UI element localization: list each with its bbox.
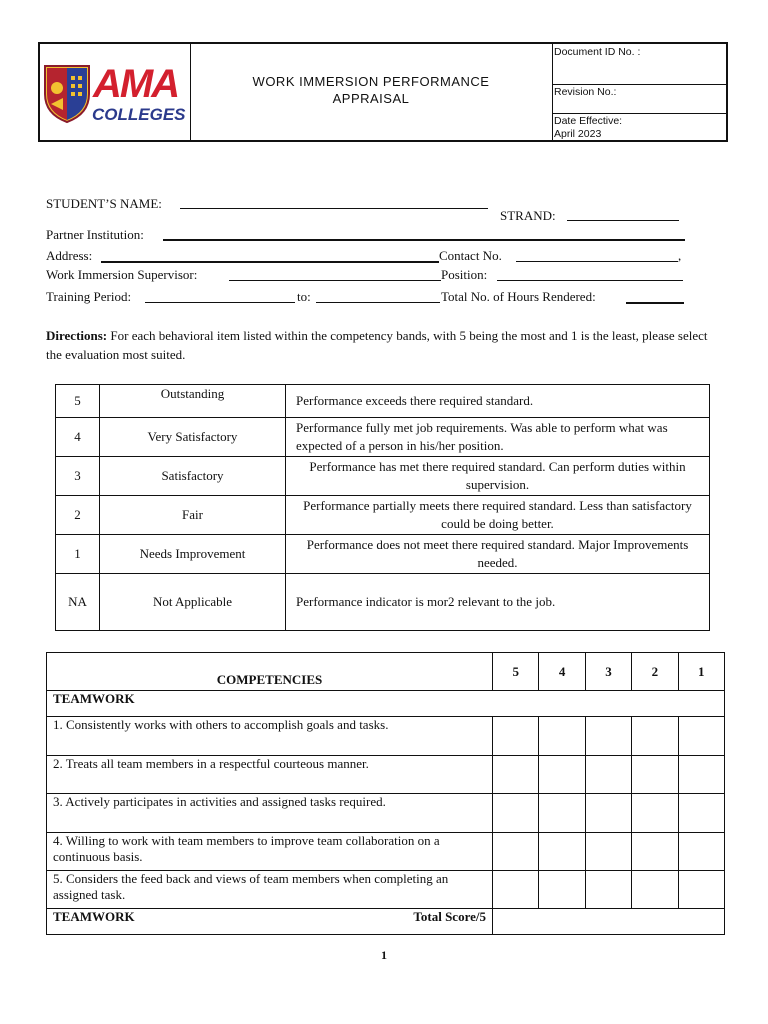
score-header-3: 3 <box>585 653 631 691</box>
training-to-label: to: <box>297 289 311 304</box>
score-cell[interactable] <box>585 871 631 909</box>
score-cell[interactable] <box>493 756 539 794</box>
score-cell[interactable] <box>585 833 631 871</box>
score-cell[interactable] <box>678 794 724 833</box>
rating-row <box>56 457 710 496</box>
section-row <box>47 691 725 717</box>
score-cell[interactable] <box>539 833 585 871</box>
strand-field[interactable] <box>567 220 679 221</box>
score-cell[interactable] <box>539 794 585 833</box>
total-score-row <box>47 909 725 935</box>
competency-item: 3. Actively participates in activities and assigned tasks required. <box>47 794 493 833</box>
rating-description: Performance has met there required standard. Can perform duties within supervision. <box>286 457 710 496</box>
rating-row <box>56 418 710 457</box>
rating-label: Needs Improvement <box>100 535 286 574</box>
competencies-table <box>46 652 725 935</box>
rating-row <box>56 385 710 418</box>
score-cell[interactable] <box>585 756 631 794</box>
position-label: Position: <box>441 267 488 282</box>
score-cell[interactable] <box>493 717 539 756</box>
date-effective-label: Date Effective: <box>554 115 623 127</box>
logo-colleges-text: COLLEGES <box>92 105 186 124</box>
partner-institution-label: Partner Institution: <box>46 227 144 242</box>
training-period-from-field[interactable] <box>145 302 295 303</box>
competency-row <box>47 871 725 909</box>
directions-text <box>46 326 718 364</box>
score-cell[interactable] <box>493 794 539 833</box>
rating-label: Fair <box>100 496 286 535</box>
supervisor-label: Work Immersion Supervisor: <box>46 267 198 282</box>
address-label: Address: <box>46 248 93 263</box>
contact-label: Contact No. <box>439 248 502 263</box>
total-section-label: TEAMWORK <box>53 909 135 924</box>
total-score-label: Total Score/5 <box>413 909 486 924</box>
rating-score: 5 <box>56 385 100 418</box>
document-title: WORK IMMERSION PERFORMANCE APPRAISAL <box>252 74 490 106</box>
strand-label: STRAND: <box>500 208 556 223</box>
rating-row <box>56 535 710 574</box>
competency-row <box>47 833 725 871</box>
document-id-label: Document ID No. : <box>554 46 641 58</box>
score-cell[interactable] <box>678 756 724 794</box>
rating-description: Performance partially meets there required standard. Less than satisfactory could be doing better. <box>286 496 710 535</box>
score-cell[interactable] <box>539 871 585 909</box>
competencies-header: COMPETENCIES <box>47 653 493 691</box>
score-cell[interactable] <box>632 794 678 833</box>
address-field[interactable] <box>101 261 439 263</box>
competency-row <box>47 794 725 833</box>
score-cell[interactable] <box>632 871 678 909</box>
score-cell[interactable] <box>493 871 539 909</box>
score-cell[interactable] <box>632 717 678 756</box>
date-effective-value: April 2023 <box>554 128 602 140</box>
contact-end-mark: , <box>678 248 682 263</box>
training-period-label: Training Period: <box>46 289 132 304</box>
competencies-header-row <box>47 653 725 691</box>
hours-rendered-field[interactable] <box>626 302 684 304</box>
score-header-1: 1 <box>678 653 724 691</box>
directions-label: Directions: <box>46 328 108 343</box>
rating-score: 1 <box>56 535 100 574</box>
score-cell[interactable] <box>585 794 631 833</box>
directions-body: For each behavioral item listed within the competency bands, with 5 being the most and 1 is the least, please select the evaluation most suited. <box>46 328 708 362</box>
score-cell[interactable] <box>539 717 585 756</box>
score-cell[interactable] <box>678 833 724 871</box>
logo-ama-text: AMA <box>93 62 179 106</box>
score-cell[interactable] <box>539 756 585 794</box>
score-cell[interactable] <box>632 833 678 871</box>
rating-description: Performance does not meet there required standard. Major Improvements needed. <box>286 535 710 574</box>
competency-item: 2. Treats all team members in a respectful courteous manner. <box>47 756 493 794</box>
rating-score: 3 <box>56 457 100 496</box>
score-header-2: 2 <box>632 653 678 691</box>
competency-item: 5. Considers the feed back and views of team members when completing an assigned task. <box>47 871 493 909</box>
section-title: TEAMWORK <box>47 691 725 717</box>
page-number: 1 <box>381 948 387 962</box>
competency-item: 4. Willing to work with team members to improve team collaboration on a continuous basis. <box>47 833 493 871</box>
rating-scale-table <box>55 384 710 631</box>
competency-item: 1. Consistently works with others to accomplish goals and tasks. <box>47 717 493 756</box>
rating-description: Performance indicator is mor2 relevant to the job. <box>286 574 710 631</box>
score-cell[interactable] <box>632 756 678 794</box>
rating-row <box>56 496 710 535</box>
score-cell[interactable] <box>493 833 539 871</box>
document-header <box>38 42 728 142</box>
hours-rendered-label: Total No. of Hours Rendered: <box>441 289 596 304</box>
competency-row <box>47 717 725 756</box>
contact-field[interactable] <box>516 261 678 262</box>
partner-institution-field[interactable] <box>163 239 685 241</box>
score-cell[interactable] <box>678 871 724 909</box>
student-name-field[interactable] <box>180 208 488 209</box>
rating-description: Performance exceeds there required standard. <box>286 385 710 418</box>
rating-label: Not Applicable <box>100 574 286 631</box>
score-header-5: 5 <box>493 653 539 691</box>
rating-score: 2 <box>56 496 100 535</box>
revision-label: Revision No.: <box>554 86 617 98</box>
total-score-field[interactable] <box>493 909 725 935</box>
rating-label: Outstanding <box>100 385 286 418</box>
competency-row <box>47 756 725 794</box>
rating-description: Performance fully met job requirements. Was able to perform what was expected of a person in his/her position. <box>286 418 710 457</box>
supervisor-field[interactable] <box>229 280 441 281</box>
rating-row <box>56 574 710 631</box>
total-score-label-cell <box>47 909 493 935</box>
training-period-to-field[interactable] <box>316 302 440 303</box>
rating-score: 4 <box>56 418 100 457</box>
rating-score: NA <box>56 574 100 631</box>
position-field[interactable] <box>497 280 683 281</box>
ama-shield-logo <box>43 64 91 124</box>
rating-label: Satisfactory <box>100 457 286 496</box>
rating-label: Very Satisfactory <box>100 418 286 457</box>
score-header-4: 4 <box>539 653 585 691</box>
score-cell[interactable] <box>678 717 724 756</box>
student-name-label: STUDENT’S NAME: <box>46 196 162 211</box>
score-cell[interactable] <box>585 717 631 756</box>
